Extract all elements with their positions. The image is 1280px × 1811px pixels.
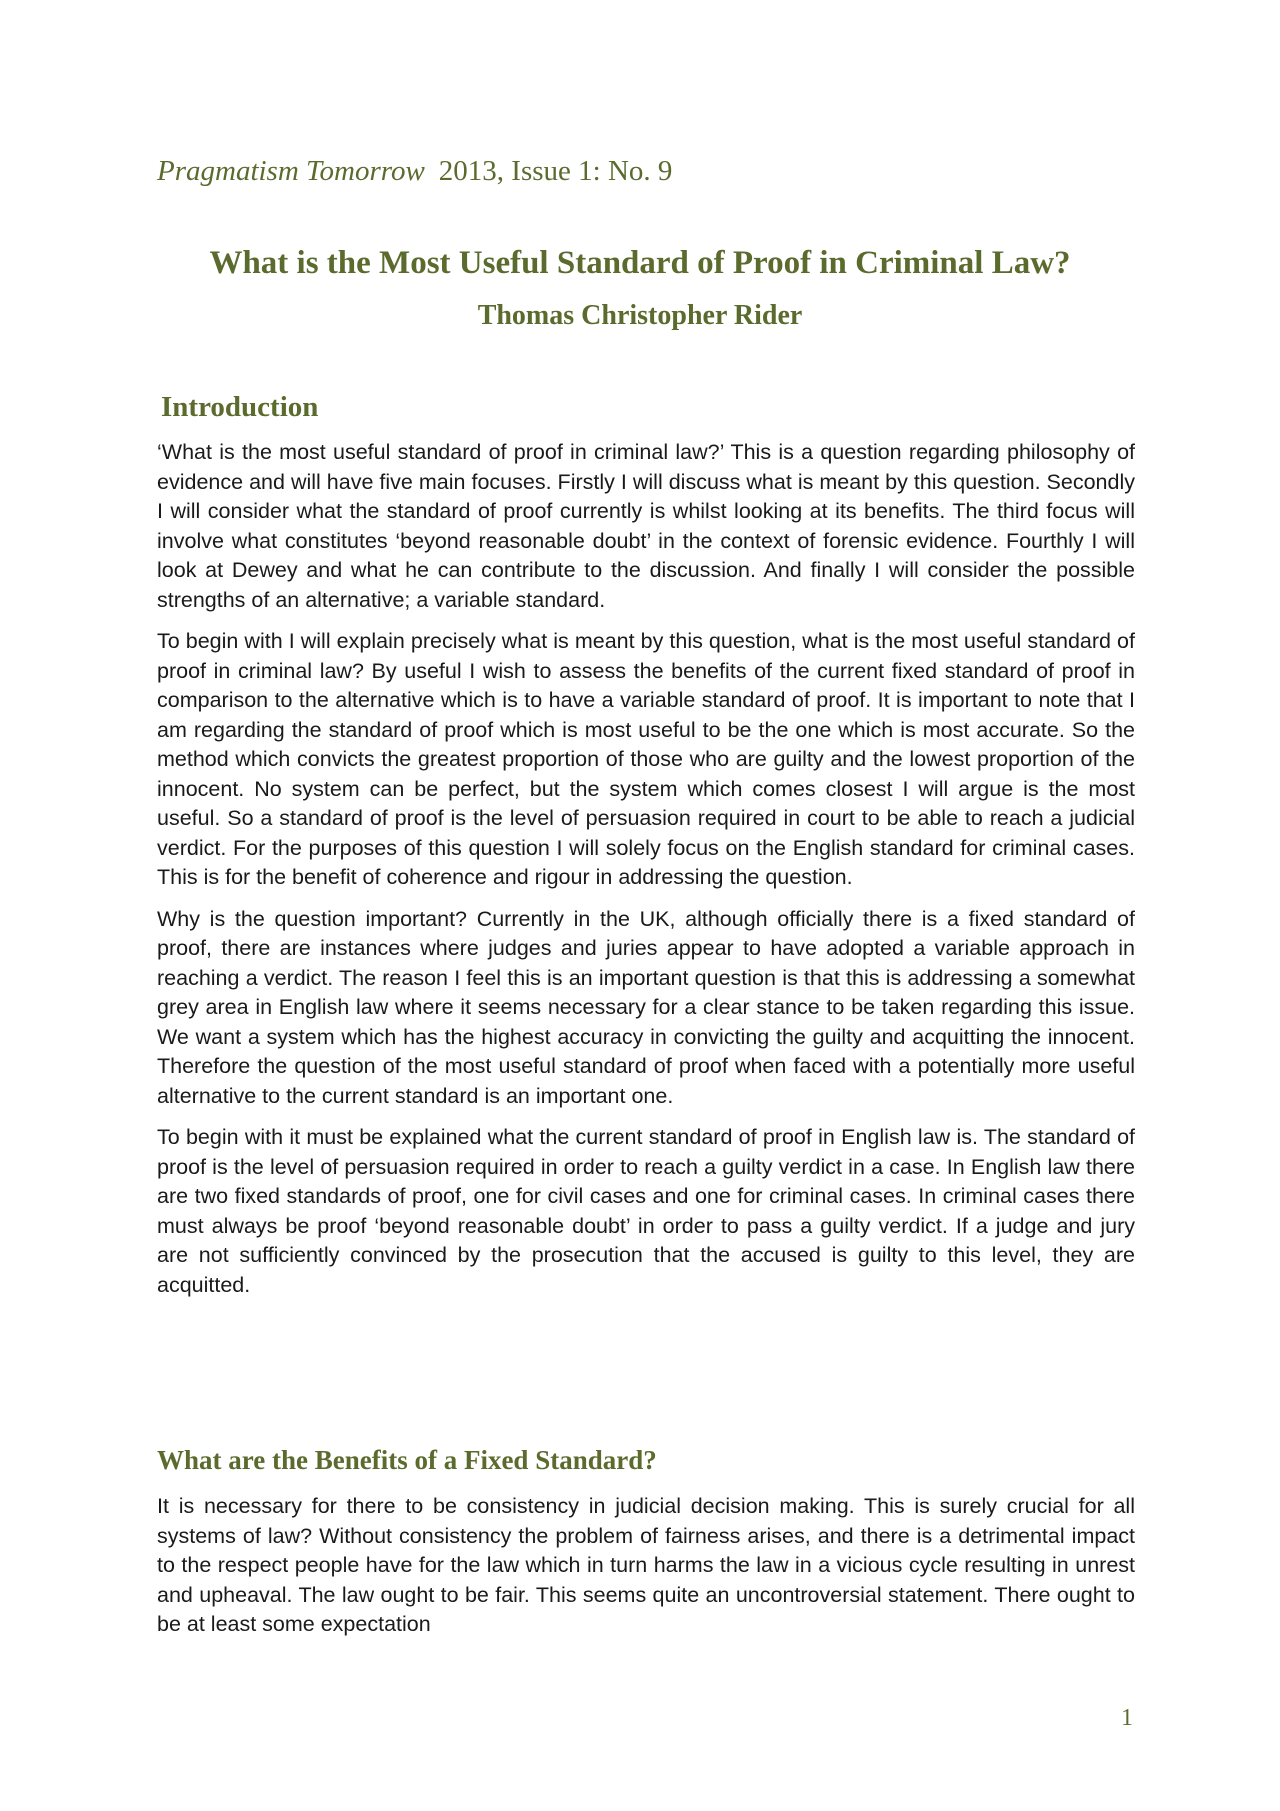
article-author: Thomas Christopher Rider (477, 300, 803, 331)
paragraph: Why is the question important? Currently in the UK, although officially there is a fixed standard of proof, there are instances where judges and juries appear to have adopted a variable approach in reaching a verdict. The reason I feel this is an important question is that this is addressing a somewhat grey area in English law where it seems necessary for a clear stance to be taken regarding this issue. We want a system which has the highest accuracy in convicting the guilty and acquitting the innocent. Therefore the question of the most useful standard of proof when faced with a potentially more useful alternative to the current standard is an important one. (157, 906, 1135, 1108)
section-heading-benefits: What are the Benefits of a Fixed Standard? (157, 1445, 657, 1475)
issue-info: 2013, Issue 1: No. 9 (438, 155, 673, 187)
section-heading-introduction: Introduction (161, 391, 319, 423)
paragraph: ‘What is the most useful standard of proof in criminal law?’ This is a question regarding philosophy of evidence and will have five main focuses. Firstly I will discuss what is meant by this question. Secondly I will consider what the standard of proof currently is whilst looking at its benefits. The third focus will involve what constitutes ‘beyond reasonable doubt’ in the context of forensic evidence. Fourthly I will look at Dewey and what he can contribute to the discussion. And finally I will consider the possible strengths of an alternative; a variable standard. (157, 440, 1135, 612)
page-number: 1 (1121, 1705, 1133, 1731)
paragraph: To begin with it must be explained what the current standard of proof in English law is. The standard of proof is the level of persuasion required in order to reach a guilty verdict in a case. In English law there are two fixed standards of proof, one for civil cases and one for criminal cases. In criminal cases there must always be proof ‘beyond reasonable doubt’ in order to pass a guilty verdict. If a judge and jury are not sufficiently convinced by the prosecution that the accused is guilty to this level, they are acquitted. (157, 1125, 1135, 1297)
benefits-body (157, 1492, 1135, 1652)
article-title: What is the Most Useful Standard of Proof in Criminal Law? (209, 245, 1071, 281)
introduction-body (157, 438, 1135, 1312)
journal-header (157, 155, 672, 188)
paragraph: It is necessary for there to be consistency in judicial decision making. This is surely crucial for all systems of law? Without consistency the problem of fairness arises, and there is a detrimental impact to the respect people have for the law which in turn harms the law in a vicious cycle resulting in unrest and upheaval. The law ought to be fair. This seems quite an uncontroversial statement. There ought to be at least some expectation (157, 1494, 1135, 1636)
paragraph: To begin with I will explain precisely what is meant by this question, what is the most useful standard of proof in criminal law? By useful I wish to assess the benefits of the current fixed standard of proof in comparison to the alternative which is to have a variable standard of proof. It is important to note that I am regarding the standard of proof which is most useful to be the one which is most accurate. So the method which convicts the greatest proportion of those who are guilty and the lowest proportion of the innocent. No system can be perfect, but the system which comes closest I will argue is the most useful. So a standard of proof is the level of persuasion required in court to be able to reach a judicial verdict. For the purposes of this question I will solely focus on the English standard for criminal cases. This is for the benefit of coherence and rigour in addressing the question. (157, 629, 1135, 889)
journal-name: Pragmatism Tomorrow (157, 155, 425, 187)
